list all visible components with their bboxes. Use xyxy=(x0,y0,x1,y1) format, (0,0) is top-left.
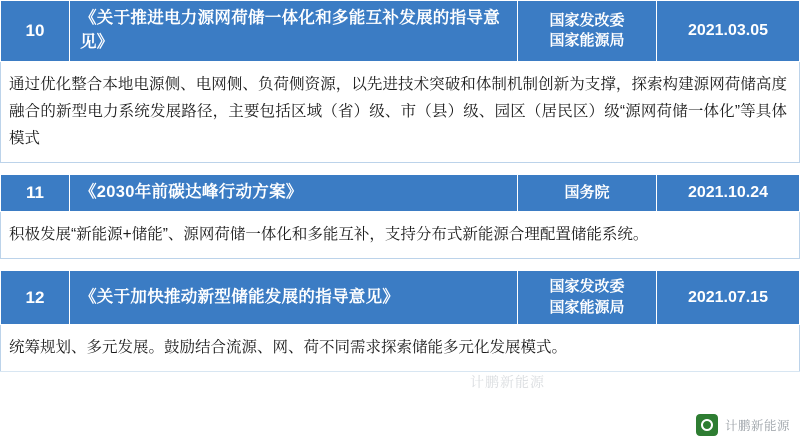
row-organization-line1: 国务院 xyxy=(564,184,610,202)
overlay-watermark-text: 计鹏新能源 xyxy=(470,374,545,390)
watermark xyxy=(696,414,790,436)
row-spacer xyxy=(1,259,800,271)
table-row-header xyxy=(1,1,800,62)
row-organization-line2: 国家能源局 xyxy=(549,298,625,316)
watermark-text: 计鹏新能源 xyxy=(724,419,790,433)
row-body-text: 统筹规划、多元发展。鼓励结合流源、网、荷不同需求探索储能多元化发展模式。 xyxy=(1,324,800,371)
row-date: 2021.10.24 xyxy=(657,175,800,212)
row-title: 《关于推进电力源网荷储一体化和多能互补发展的指导意见》 xyxy=(70,1,518,62)
circle-logo-icon xyxy=(696,414,718,436)
row-organization-line1: 国家发改委 xyxy=(549,278,625,296)
table-row-header xyxy=(1,175,800,212)
row-title: 《关于加快推动新型储能发展的指导意见》 xyxy=(70,271,518,325)
row-date: 2021.03.05 xyxy=(657,1,800,62)
row-number: 11 xyxy=(1,175,70,212)
row-organization xyxy=(518,175,657,212)
row-body-text: 积极发展“新能源+储能”、源网荷储一体化和多能互补，支持分布式新能源合理配置储能系统。 xyxy=(1,212,800,259)
row-organization-line2: 国家能源局 xyxy=(549,31,625,49)
footer-bar xyxy=(0,400,800,444)
row-organization xyxy=(518,1,657,62)
row-date: 2021.07.15 xyxy=(657,271,800,325)
row-body-text: 通过优化整合本地电源侧、电网侧、负荷侧资源，以先进技术突破和体制机制创新为支撑，探索构建源网荷储高度融合的新型电力系统发展路径，主要包括区域（省）级、市（县）级、园区（居民区）级“源网荷储一体化”等具体模式 xyxy=(1,61,800,162)
row-organization xyxy=(518,271,657,325)
table-row-body xyxy=(1,324,800,371)
table-row-body xyxy=(1,212,800,259)
table-row-header xyxy=(1,271,800,325)
row-organization-line1: 国家发改委 xyxy=(549,11,625,29)
row-title: 《2030年前碳达峰行动方案》 xyxy=(70,175,518,212)
row-number: 12 xyxy=(1,271,70,325)
row-spacer xyxy=(1,163,800,175)
row-number: 10 xyxy=(1,1,70,62)
table-row-body xyxy=(1,61,800,162)
